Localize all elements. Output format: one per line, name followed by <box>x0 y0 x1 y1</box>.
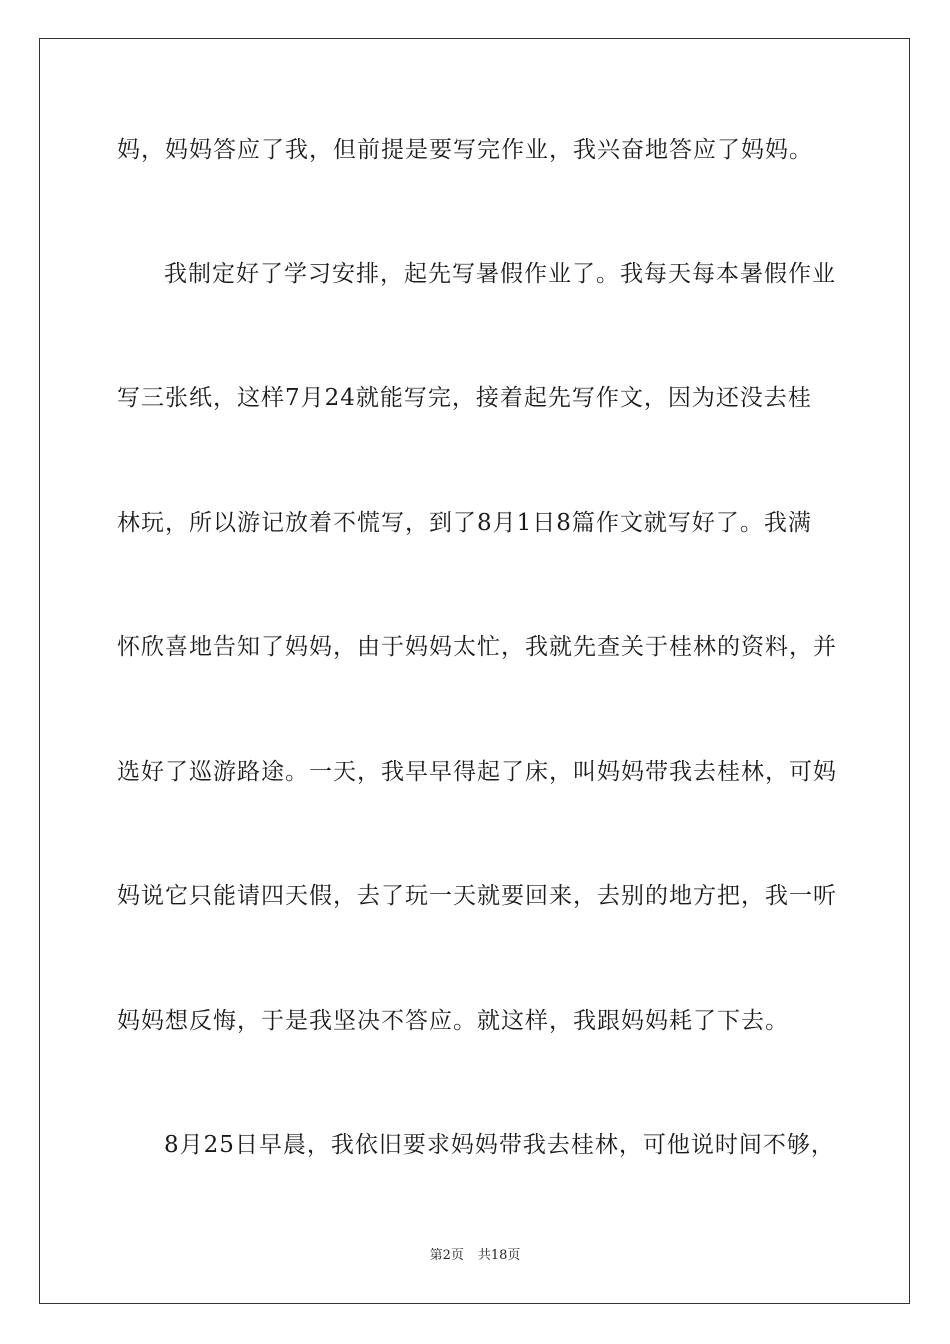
text-line-7: 妈说它只能请四天假，去了玩一天就要回来，去别的地方把，我一听 <box>117 883 837 909</box>
text-line-5: 怀欣喜地告知了妈妈，由于妈妈太忙，我就先查关于桂林的资料，并 <box>117 634 837 660</box>
page-number: 第2页 <box>429 1248 464 1263</box>
page-total: 共18页 <box>477 1248 521 1263</box>
text-line-4: 林玩，所以游记放着不慌写，到了8月1日8篇作文就写好了。我满 <box>117 510 812 536</box>
text-line-8: 妈妈想反悔，于是我坚决不答应。就这样，我跟妈妈耗了下去。 <box>117 1008 789 1034</box>
page-footer <box>0 1247 950 1265</box>
text-line-2-paragraph-start: 我制定好了学习安排，起先写暑假作业了。我每天每本暑假作业 <box>164 261 836 287</box>
page-frame <box>39 38 910 1304</box>
text-line-1: 妈，妈妈答应了我，但前提是要写完作业，我兴奋地答应了妈妈。 <box>117 137 813 163</box>
text-line-6: 选好了巡游路途。一天，我早早得起了床，叫妈妈带我去桂林，可妈 <box>117 759 837 785</box>
text-line-9-paragraph-start: 8月25日早晨，我依旧要求妈妈带我去桂林，可他说时间不够， <box>164 1132 835 1158</box>
text-line-3: 写三张纸，这样7月24就能写完，接着起先写作文，因为还没去桂 <box>117 385 812 411</box>
